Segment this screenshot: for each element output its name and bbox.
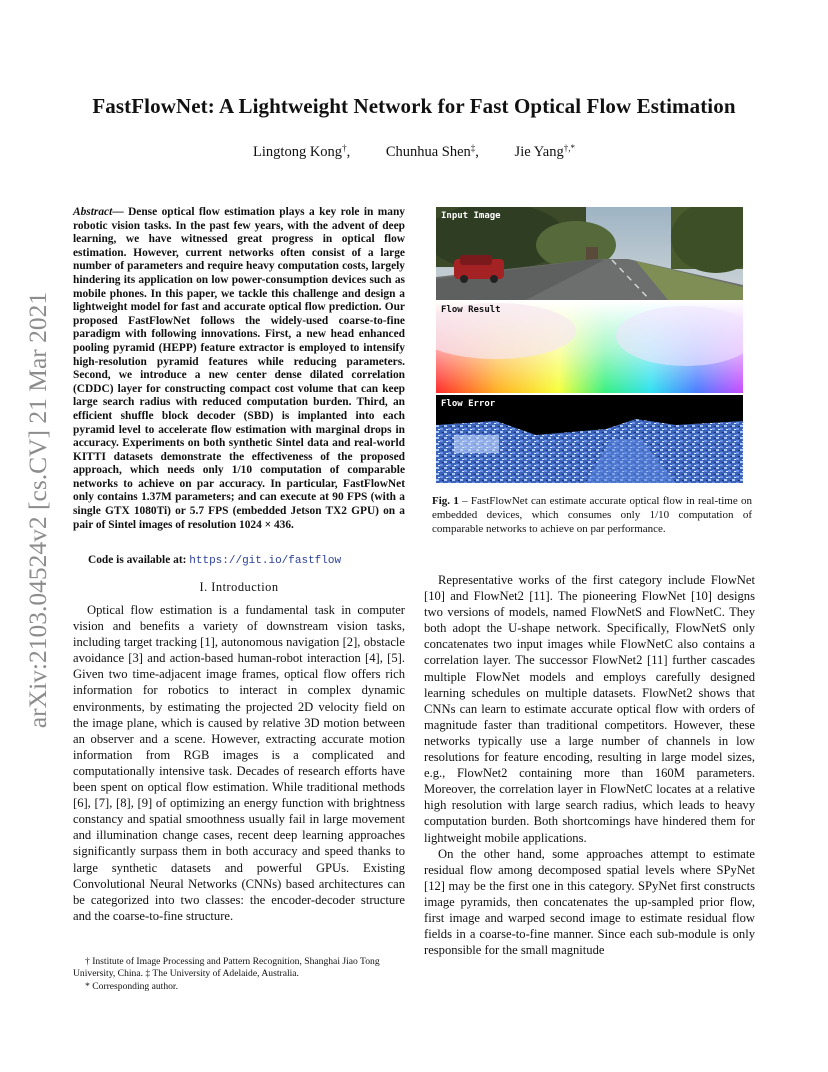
section-heading: I. Introduction <box>199 580 279 594</box>
code-label: Code is available at: <box>88 554 187 566</box>
intro-paragraph: Optical flow estimation is a fundamental task in computer vision and benefits a variety of downstream vision tasks, including target tracking [1], autonomous navigation [2], obstacle avoidance [3] and action-based human-robot interaction [4], [5]. Given two time-adjacent image frames, optical flow offers rich information for robotics to interact in complex dynamic environments, by estimating the projected 2D velocity field on the image plane, which is caused by relative 3D motion between an observer and a scene. However, extracting accurate motion information from RGB images is a complicated and computationally intensive task. Decades of research efforts have been spent on optical flow estimation. While traditional methods [6], [7], [8], [9] of optimizing an energy function with brightness constancy and spatial smoothness usually fail in large movement and illumination change cases, recent deep learning approaches significantly surpass them in both accuracy and speed thanks to large synthetic datasets and powerful GPUs. Existing Convolutional Neural Networks (CNNs) based architectures can be categorized into two classes: the encoder-decoder structure and the coarse-to-fine structure. <box>73 603 405 923</box>
flow-error-image <box>436 395 743 483</box>
road-scene-image <box>436 207 743 300</box>
author: Chunhua Shen‡, <box>385 143 479 160</box>
footnotes <box>73 956 405 993</box>
caption-text: – FastFlowNet can estimate accurate optical flow in real-time on embedded devices, which consumes only 1/10 computation of comparable networks to achieve on par performance. <box>432 495 752 536</box>
code-availability <box>88 554 341 567</box>
panel-label-input: Input Image <box>441 211 501 221</box>
abstract <box>73 206 405 532</box>
abstract-text: — Dense optical flow estimation plays a key role in many robotic vision tasks. In the past few years, with the advent of deep learning, we have witnessed great progress in optical flow estimation. However, current networks often consist of a large number of parameters and require heavy computation costs, largely hindering its application on low power-consumption devices such as mobile phones. In this paper, we tackle this challenge and design a lightweight model for fast and accurate optical flow prediction. Our proposed FastFlowNet follows the widely-used coarse-to-fine paradigm with following innovations. First, a new head enhanced pooling pyramid (HEPP) feature extractor is employed to intensify high-resolution pyramid features while reducing parameters. Second, we introduce a new center dense dilated correlation (CDDC) layer for constructing compact cost volume that can keep large search radius with reduced computation burden. Third, an efficient shuffle block decoder (SBD) is implanted into each pyramid level to accelerate flow estimation with marginal drops in accuracy. Experiments on both synthetic Sintel data and real-world KITTI datasets demonstrate the effectiveness of the proposed approach, which needs only 1/10 computation of comparable networks to achieve on par accuracy. In particular, FastFlowNet only contains 1.37M parameters; and can execute at 90 FPS (with a single GTX 1080Ti) or 5.7 FPS (embedded Jetson TX2 GPU) on a pair of Sintel images of resolution 1024 × 436. <box>73 206 405 531</box>
paragraph: On the other hand, some approaches attempt to estimate residual flow among decomposed spatial levels where SPyNet [12] may be the first one in this category. SPyNet first constructs image pyramids, then concatenates the up-sampled prior flow, first image and warped second image to estimate residual flow fields in a coarse-to-fine manner. Since each sub-module is only responsible for the small magnitude <box>424 846 755 958</box>
right-column <box>424 572 755 958</box>
paragraph: Representative works of the first category include FlowNet [10] and FlowNet2 [11]. The pioneering FlowNet [10] designs two versions of models, named FlowNetS and FlowNetC. They both adopt the U-shape network. Specifically, FlowNetS only concatenates two input images while FlowNetC also contains a correlation layer. The successor FlowNet2 [11] further cascades multiple FlowNet models and employs carefully designed learning schedules on multiple datasets. FlowNet2 shows that CNNs can learn to estimate accurate optical flow with orders of magnitude faster than traditional competitors. However, these networks typically use a large number of channels in low resolutions for feature encoding, resulting in large model sizes, e.g., FlowNet2 containing more than 160M parameters. Moreover, the correlation layer in FlowNetC locates at a relative high resolution with large search radius, which leads to heavy computation burden. Both shortcomings have hindered them for lightweight mobile applications. <box>424 573 755 845</box>
author: Jie Yang†,* <box>514 143 575 160</box>
abstract-label: Abstract <box>73 206 113 218</box>
flow-error-panel <box>436 395 743 483</box>
flow-colormap-image <box>436 301 743 393</box>
footnote: † Institute of Image Processing and Pattern Recognition, Shanghai Jiao Tong University, China. ‡ The University of Adelaide, Australia. <box>73 956 380 980</box>
caption-label: Fig. 1 <box>432 495 459 507</box>
author-list <box>0 144 828 161</box>
paper-title: FastFlowNet: A Lightweight Network for Fast Optical Flow Estimation <box>92 94 736 118</box>
author: Lingtong Kong†, <box>253 143 351 160</box>
arxiv-stamp <box>14 230 58 790</box>
figure-1 <box>436 207 743 483</box>
panel-label-error: Flow Error <box>441 399 496 409</box>
figure-caption <box>432 494 752 537</box>
input-image-panel <box>436 207 743 300</box>
panel-label-flow: Flow Result <box>441 305 501 315</box>
code-link[interactable]: https://git.io/fastflow <box>189 555 342 567</box>
footnote: * Corresponding author. <box>85 980 178 992</box>
arxiv-stamp-text: arXiv:2103.04524v2 [cs.CV] 21 Mar 2021 <box>23 291 52 729</box>
flow-result-panel <box>436 301 743 393</box>
